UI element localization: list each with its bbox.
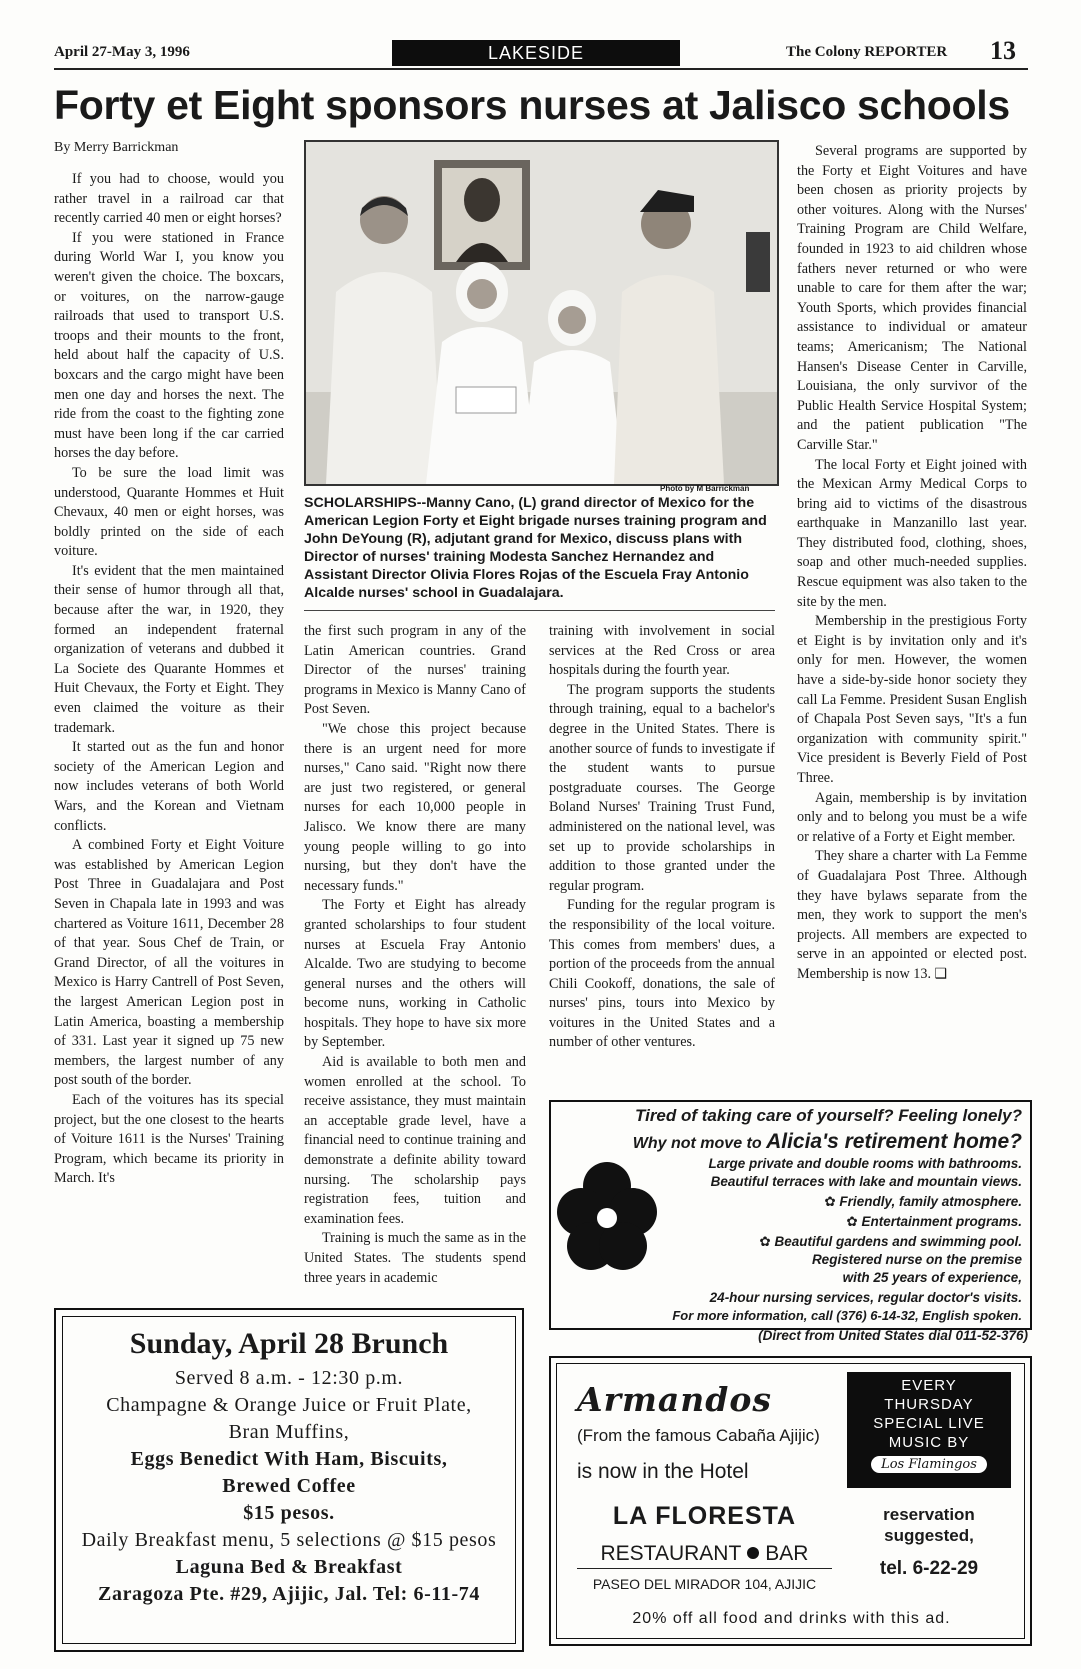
ad-line: suggested, [884,1526,974,1545]
ad-line: is now in the Hotel [577,1460,749,1483]
ad-line: ✿ Entertainment programs. [846,1214,1022,1229]
ad-brunch-frame [62,1316,516,1644]
paragraph: Membership in the prestigious Forty et Eight is by invitation only and it's only for men. However, the women have a side-by-side honor society they call La Femme. President Susan English of Chapala Post Seven says, "It's a fun organization with community spirit." Vice president is Beverly Field of Post Three. [797,613,1027,786]
bullet-icon [747,1547,759,1559]
end-mark-icon: ❑ [934,965,948,982]
paragraph: The Forty et Eight has already granted scholarships to four student nurses at Escuela Fray Antonio Alcalde. Two are studying to become general nurses and the others will become nuns, working in Catholic hospitals. They hope to have six more by September. [304,897,526,1051]
ad-line: reservation [883,1505,975,1524]
ad-title: Sunday, April 28 Brunch [129,1327,449,1360]
paragraph: Funding for the regular program is the responsibility of the local voiture. This comes from members' dues, a portion of the proceeds from the annual Chili Cookoff, donations, the sale of nurses' pins, tours into Mexico by voitures in the United States and a number of other ventures. [549,897,775,1051]
paragraph: the first such program in any of the Latin American countries. Grand Director of the nurses' training programs in Mexico is Manny Cano of Post Seven. [304,623,526,718]
article-column-2 [304,622,526,1288]
paragraph: It started out as the fun and honor society of the American Legion and now includes veterans of both World Wars, and the Korean and Vietnam conflicts. [54,739,284,834]
ad-line: Beautiful terraces with lake and mountain views. [710,1174,1022,1189]
ad-line: Daily Breakfast menu, 5 selections @ $15 pesos [81,1529,497,1551]
ad-brunch [54,1308,524,1652]
ad-line: 24-hour nursing services, regular doctor's visits. [709,1290,1022,1305]
headline: Forty et Eight sponsors nurses at Jalisco schools [54,82,1010,128]
ad-line: MUSIC BY [888,1434,970,1451]
paragraph: A combined Forty et Eight Voiture was established by American Legion Post Three in Guadalajara and Post Seven in Chapala late in 1993 and was chartered as Voiture 1611, December 28 of that year. Sous Chef de Train, or Grand Director, of all the voitures in Mexico is Harry Cantrell of Post Seven, the largest American Legion post in Latin America, boasting a membership of 331. Last year it signed up 75 new members, the largest number of any post south of the border. [54,837,284,1089]
ad-armandos-frame [556,1363,1025,1639]
article-column-3 [549,622,775,1053]
paragraph: training with involvement in social services at the Red Cross or area hospitals during the fourth year. [549,623,775,679]
paragraph: Aid is available to both men and women enrolled at the school. To receive assistance, they must maintain an acceptable grade level, have a financial need to continue training and demonstrate a definite ability toward nursing. The scholarship pays registration fees, tuition and examination fees. [304,1054,526,1227]
ad-business-name: Alicia's retirement home? [766,1130,1022,1153]
ad-line: Bran Muffins, [228,1421,350,1443]
paragraph: The program supports the students through training, equal to a bachelor's degree in the United States. There is another source of funds to investigate if the student wants to pursue postgraduate courses. The George Boland Nurses' Training Trust Fund, administered on the national level, was set up to provide scholarships in addition to those granted under the regular program. [549,681,775,894]
ad-music-box [847,1372,1011,1488]
issue-date: April 27-May 3, 1996 [54,44,190,60]
paragraph: To be sure the load limit was understood, Quarante Hommes et Huit Chevaux, 40 men or eight horses, was boldly printed on the side of each voiture. [54,464,284,560]
paragraph: Each of the voitures has its special project, but the one closest to the hearts of Voiture 1611 is the Nurses' Training Program, which became its priority in March. It's [54,1091,284,1187]
page-number: 13 [990,36,1016,65]
ad-line: Eggs Benedict With Ham, Biscuits, [130,1448,448,1470]
byline: By Merry Barrickman [54,140,179,155]
paragraph: "We chose this project because there is an urgent need for more nurses," Cano said. "Right now there are just two registered, or general nurses for each 10,000 people in Jalisco. We know there are many young people willing to go into nursing, but they don't have the necessary funds." [304,720,526,894]
ad-line: Laguna Bed & Breakfast [175,1556,403,1578]
ad-hotel-name: LA FLORESTA [612,1502,797,1530]
paragraph: Several programs are supported by the Forty et Eight Voitures and have been chosen as priority projects by other voitures. Along with the Nurses' Training Program are Child Welfare, founded in 1923 to aid children whose fathers never returned or who were unable to care for them after the war; Youth Sports, which provides financial assistance to individual or amateur teams; Americanism; The National Hansen's Disease Center in Carville, Louisiana, the only survivor of the Public Health Service Hospital System; and the patient publication "The Carville Star." [797,143,1027,453]
ad-line: (Direct from United States dial 011-52-376) [758,1328,1028,1343]
ad-line: Large private and double rooms with bathrooms. [708,1156,1022,1171]
ad-line: with 25 years of experience, [842,1270,1022,1285]
header-rule [54,68,1028,70]
paragraph: The local Forty et Eight joined with the Mexican Army Medical Corps to bring aid to victims of the disastrous earthquake in Manzanillo last year. They distributed food, clothing, shoes, soap and other much-needed supplies. Rescue equipment was also taken to the site by the men. [797,456,1027,610]
news-photo [304,140,779,486]
ad-restaurant: RESTAURANT [600,1542,742,1565]
ad-line: $15 pesos. [243,1502,335,1524]
ad-line: Served 8 a.m. - 12:30 p.m. [174,1367,404,1389]
section-banner: LAKESIDE [392,40,680,66]
band-logo: Los Flamingos [871,1456,987,1473]
photo-caption: SCHOLARSHIPS--Manny Cano, (L) grand director of Mexico for the American Legion Forty et Eight brigade nurses training program and John DeYoung (R), adjutant grand for Mexico, discuss plans with Director of nurses' training Modesta Sanchez Hernandez and Assistant Director Olivia Flores Rojas of the Escuela Fray Antonio Alcalde nurses' school in Guadalajara. [304,495,767,601]
ad-bar: BAR [765,1542,809,1565]
paragraph: Again, membership is by invitation only and to belong you must be a wife or relative of a Forty et Eight member. [797,789,1027,845]
ad-line: Brewed Coffee [222,1475,356,1497]
paragraph: If you had to choose, would you rather travel in a railroad car that recently carried 40 men or eight horses? [54,171,284,227]
ad-reservation [847,1504,1011,1546]
paragraph [797,847,1027,984]
ad-line: Champagne & Orange Juice or Fruit Plate, [106,1394,472,1416]
ad-line: Zaragoza Pte. #29, Ajijic, Jal. Tel: 6-11-74 [98,1583,480,1605]
ad-line: (From the famous Cabaña Ajijic) [577,1426,820,1445]
photo-credit: Photo by M Barrickman [660,484,750,493]
ad-question-prefix: Why not move to [632,1135,767,1152]
paragraph-text: They share a charter with La Femme of Guadalajara Post Three. Although they have bylaws separate from the men, they work to support the men's projects. All members are expected to serve in an appointed or elected post. Membership is now 13. [797,848,1027,982]
ad-tagline: Tired of taking care of yourself? Feeling lonely? [635,1106,1022,1125]
flower-icon [555,1160,659,1280]
ad-line: SPECIAL LIVE [873,1415,985,1432]
ad-line: For more information, call (376) 6-14-32, English spoken. [672,1308,1022,1323]
ad-business-name: Armandos [577,1380,772,1419]
paragraph: It's evident that the men maintained their sense of humor through all that, because after the war, in 1920, they formed an independent fraternal organization of veterans and dubbed it La Societe des Quarante Hommes et Huit Chevaux, the Forty et Eight. They even claimed the voiture as their trademark. [54,562,284,736]
ad-phone: tel. 6-22-29 [879,1558,979,1579]
ad-line: ✿ Friendly, family atmosphere. [824,1194,1022,1209]
divider [304,610,775,611]
ad-alicia-retirement-home [549,1100,1032,1330]
article-column-1 [54,170,284,1189]
ad-address: PASEO DEL MIRADOR 104, AJIJIC [592,1576,817,1592]
ad-line: ✿ Beautiful gardens and swimming pool. [759,1234,1022,1249]
ad-line: THURSDAY [884,1396,974,1413]
paper-name: The Colony REPORTER [786,44,948,60]
paragraph: Training is much the same as in the United States. The students spend three years in academic [304,1230,526,1286]
ad-offer: 20% off all food and drinks with this ad. [632,1610,951,1627]
ad-line [577,1542,832,1569]
article-column-4 [797,142,1027,985]
ad-line: EVERY [901,1377,957,1394]
ad-question [633,1130,1022,1154]
ad-armandos [549,1356,1032,1646]
ad-line: Registered nurse on the premise [811,1252,1022,1267]
paragraph: If you were stationed in France during World War I, you know you weren't given the choice. The boxcars, or voitures, on the narrow-gauge railroads that used to transport U.S. troops and their mounts to the front, held about half the capacity of U.S. boxcars and the cargo might have been men one day and horses the next. The ride from the coast to the fighting zone must have been long if the car carried horses the day before. [54,229,284,462]
